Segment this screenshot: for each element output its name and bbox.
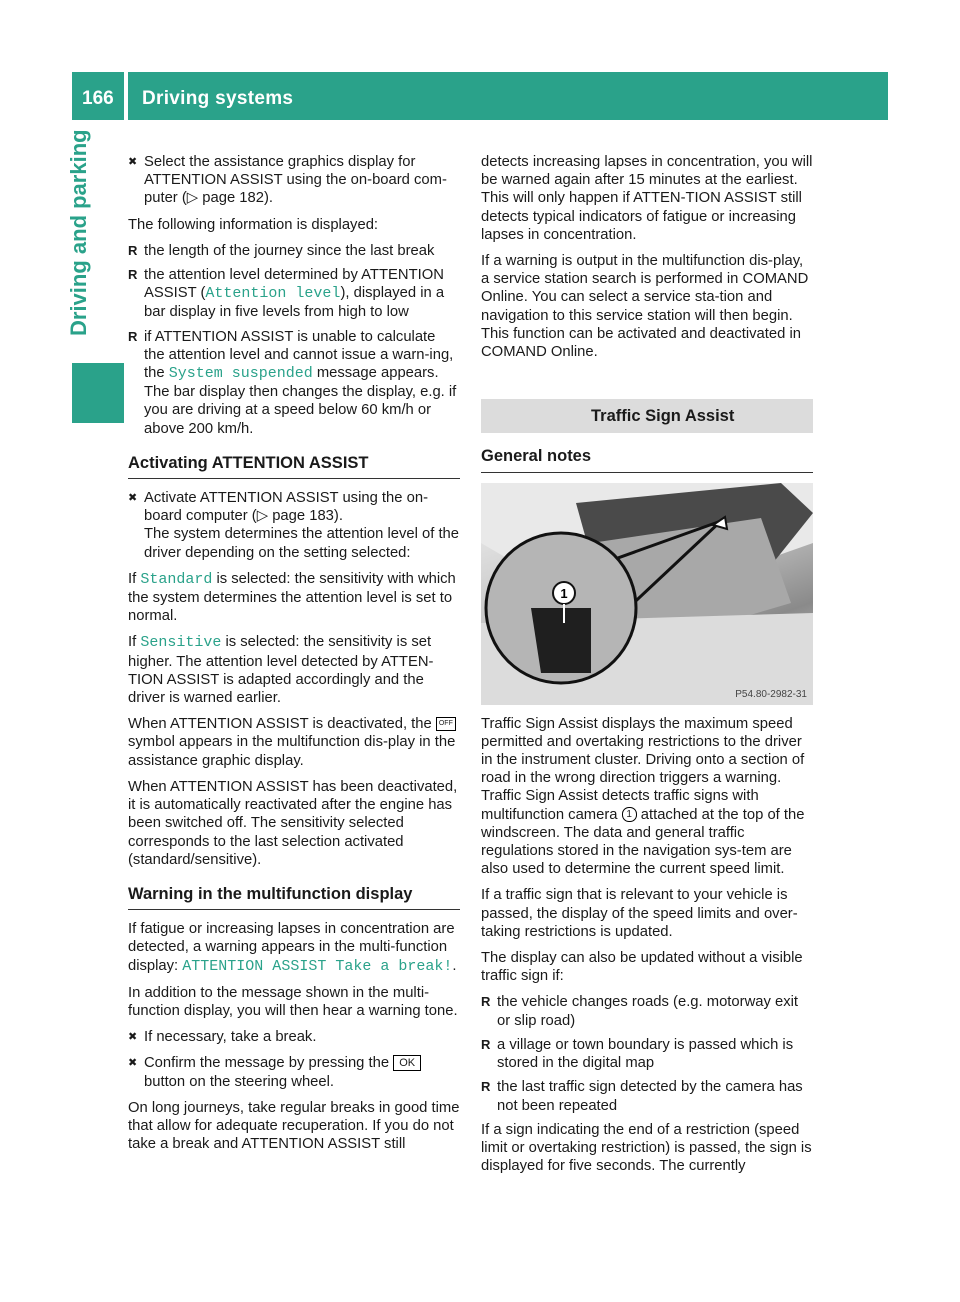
section-tab: Driving and parking: [66, 129, 91, 336]
service-station-text: If a warning is output in the multifunction dis-play, a service station search is performed in COMAND Online. You can select a service sta-tion and navigation to this service station will then begin. This function can be activated and deactivated in COMAND Online.: [481, 253, 809, 361]
list-item: R the last traffic sign detected by the camera has not been repeated: [481, 1078, 813, 1114]
list-item: R the attention level determined by ATTENTION ASSIST (Attention level), displayed in a bar display in five levels from high to low: [128, 266, 460, 322]
warning-text: If fatigue or increasing lapses in concentration are detected, a warning appears in the multi-function display: ATTENTION ASSIST Take a break!.: [128, 921, 457, 975]
updated-without-sign: The display can also be updated without a visible traffic sign if:: [481, 950, 803, 985]
windscreen-camera-photo: [481, 483, 813, 705]
figure-code: P54.80-2982-31: [735, 688, 807, 700]
ok-button-icon: OK: [393, 1055, 421, 1071]
step-confirm: ✖ Confirm the message by pressing the OK button on the steering wheel.: [128, 1054, 460, 1090]
sign-passed: If a traffic sign that is relevant to your vehicle is passed, the display of the speed limits and over-taking restrictions is updated.: [481, 887, 798, 940]
heading-traffic-sign-assist: Traffic Sign Assist: [481, 399, 813, 433]
step-activate: ✖ Activate ATTENTION ASSIST using the on-board computer (▷ page 183). The system determines the attention level of the driver depending on the setting selected:: [128, 489, 460, 562]
page-number: 166: [82, 88, 114, 109]
left-column: [128, 153, 460, 1161]
tsa-description: Traffic Sign Assist displays the maximum speed permitted and overtaking restrictions to the driver in the instrument cluster. Driving onto a section of road in the wrong direction triggers a warning. Traffic Sign Assist detects traffic signs with multifunction camera 1 attached at the top of the windscreen. The data and general traffic regulations stored in the navigation sys-tem are also used to determine the current speed limit.: [481, 715, 805, 878]
attention-off-icon: OFF: [436, 717, 456, 731]
continued-text: detects increasing lapses in concentration, you will be warned again after 15 minutes at the earliest. This will only happen if ATTEN-TION ASSIST still detects typical indicators of fatigue or increasing lapses in concentration.: [481, 154, 813, 243]
step-select-graphics: ✖ Select the assistance graphics display for ATTENTION ASSIST using the on-board com-puter (▷ page 182).: [128, 153, 460, 208]
long-journeys: On long journeys, take regular breaks in good time that allow for adequate recuperation. If you do not take a break and ATTENTION ASSIST still: [128, 1099, 460, 1153]
deactivated-note: When ATTENTION ASSIST is deactivated, the OFF symbol appears in the multifunction dis-play in the assistance graphic display.: [128, 716, 456, 769]
end-restriction: If a sign indicating the end of a restriction (speed limit or overtaking restriction) is passed, the sign is displayed for five seconds. The currently: [481, 1121, 812, 1175]
sensitive-setting: If Sensitive is selected: the sensitivity is set higher. The attention level detected by ATTEN-TION ASSIST is adapted accordingly and the driver is warned earlier.: [128, 634, 434, 707]
heading-general-notes: General notes: [481, 447, 813, 472]
warning-tone: In addition to the message shown in the multi-function display, you will then hear a warning tone.: [128, 984, 458, 1019]
reactivated-note: When ATTENTION ASSIST has been deactivated, it is automatically reactivated after the engine has been switched off. The sensitivity selected corresponds to the last selection activated (standard/sensitive).: [128, 778, 458, 868]
heading-activating: Activating ATTENTION ASSIST: [128, 454, 460, 479]
list-item: R the length of the journey since the last break: [128, 242, 460, 260]
callout-1-icon: 1: [622, 807, 637, 822]
section-tab-marker: [72, 363, 124, 423]
heading-warning: Warning in the multifunction display: [128, 885, 460, 910]
list-item: R if ATTENTION ASSIST is unable to calculate the attention level and cannot issue a warn-ing, the System suspended message appears. The bar display then changes the display, e.g. if you are driving at a speed below 60 km/h or above 200 km/h.: [128, 328, 460, 438]
standard-setting: If Standard is selected: the sensitivity with which the system determines the attention level is set to normal.: [128, 570, 456, 625]
step-take-break: ✖ If necessary, take a break.: [128, 1028, 460, 1046]
list-item: R a village or town boundary is passed which is stored in the digital map: [481, 1036, 813, 1072]
list-item: R the vehicle changes roads (e.g. motorway exit or slip road): [481, 993, 813, 1029]
callout-1: 1: [560, 585, 568, 601]
page-title: Driving systems: [142, 88, 294, 109]
header-divider: [124, 72, 128, 120]
windscreen-illustration: [481, 483, 813, 705]
info-intro: The following information is displayed:: [128, 216, 379, 233]
right-column: [481, 153, 813, 1183]
